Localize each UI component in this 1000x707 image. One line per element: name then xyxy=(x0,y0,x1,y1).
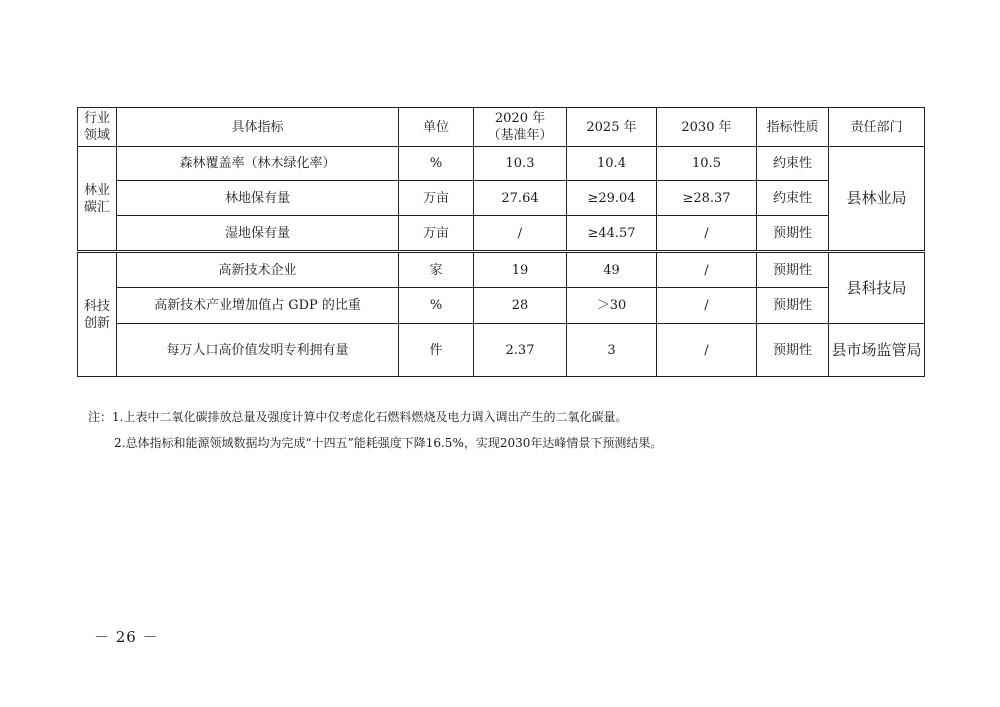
table-row xyxy=(78,181,925,216)
note-item xyxy=(88,404,662,430)
table-row xyxy=(78,252,925,288)
note-text: 1.上表中二氧化碳排放总量及强度计算中仅考虑化石燃料燃烧及电力调入调出产生的二氧化碳量。 xyxy=(112,410,628,424)
value-2030-cell: / xyxy=(657,324,757,377)
unit-cell: 件 xyxy=(399,324,474,377)
value-2025-cell: ≥44.57 xyxy=(567,216,657,252)
table-row xyxy=(78,324,925,377)
unit-cell: % xyxy=(399,288,474,324)
header-2030: 2030 年 xyxy=(657,108,757,147)
indicator-cell: 高新技术企业 xyxy=(117,252,399,288)
unit-cell: 家 xyxy=(399,252,474,288)
unit-cell: 万亩 xyxy=(399,181,474,216)
indicator-cell: 林地保有量 xyxy=(117,181,399,216)
header-indicator: 具体指标 xyxy=(117,108,399,147)
value-2020-cell: 27.64 xyxy=(474,181,567,216)
value-2025-cell: 3 xyxy=(567,324,657,377)
value-2020-cell: 28 xyxy=(474,288,567,324)
indicator-cell: 高新技术产业增加值占 GDP 的比重 xyxy=(117,288,399,324)
table-row xyxy=(78,147,925,181)
value-2020-cell: 2.37 xyxy=(474,324,567,377)
nature-cell: 约束性 xyxy=(757,147,829,181)
value-2020-cell: 19 xyxy=(474,252,567,288)
note-item xyxy=(88,430,662,456)
nature-cell: 预期性 xyxy=(757,252,829,288)
table-notes xyxy=(88,404,662,456)
table-row xyxy=(78,288,925,324)
page-number: － 26 － xyxy=(94,628,159,646)
field-forestry: 林业 碳汇 xyxy=(78,147,117,252)
header-department: 责任部门 xyxy=(829,108,925,147)
header-field: 行业 领域 xyxy=(78,108,117,147)
department-forestry: 县林业局 xyxy=(829,147,925,252)
value-2020-cell: / xyxy=(474,216,567,252)
value-2030-cell: ≥28.37 xyxy=(657,181,757,216)
note-text: 2.总体指标和能源领域数据均为完成“十四五”能耗强度下降16.5%，实现2030年达峰情景下预测结果。 xyxy=(114,436,663,450)
value-2025-cell: ＞30 xyxy=(567,288,657,324)
indicator-table xyxy=(77,107,925,377)
indicator-cell: 湿地保有量 xyxy=(117,216,399,252)
value-2020-cell: 10.3 xyxy=(474,147,567,181)
nature-cell: 预期性 xyxy=(757,288,829,324)
value-2030-cell: / xyxy=(657,252,757,288)
unit-cell: % xyxy=(399,147,474,181)
value-2025-cell: 10.4 xyxy=(567,147,657,181)
value-2030-cell: / xyxy=(657,216,757,252)
indicator-cell: 森林覆盖率（林木绿化率） xyxy=(117,147,399,181)
department-science: 县科技局 xyxy=(829,252,925,324)
value-2025-cell: ≥29.04 xyxy=(567,181,657,216)
unit-cell: 万亩 xyxy=(399,216,474,252)
department-market: 县市场监管局 xyxy=(829,324,925,377)
header-unit: 单位 xyxy=(399,108,474,147)
value-2025-cell: 49 xyxy=(567,252,657,288)
table-header-row xyxy=(78,108,925,147)
nature-cell: 约束性 xyxy=(757,181,829,216)
value-2030-cell: / xyxy=(657,288,757,324)
value-2030-cell: 10.5 xyxy=(657,147,757,181)
nature-cell: 预期性 xyxy=(757,216,829,252)
note-prefix: 注： xyxy=(88,410,113,424)
indicator-cell: 每万人口高价值发明专利拥有量 xyxy=(117,324,399,377)
nature-cell: 预期性 xyxy=(757,324,829,377)
field-innovation: 科技 创新 xyxy=(78,252,117,377)
header-2020: 2020 年 （基准年） xyxy=(474,108,567,147)
header-nature: 指标性质 xyxy=(757,108,829,147)
table-row xyxy=(78,216,925,252)
header-2025: 2025 年 xyxy=(567,108,657,147)
